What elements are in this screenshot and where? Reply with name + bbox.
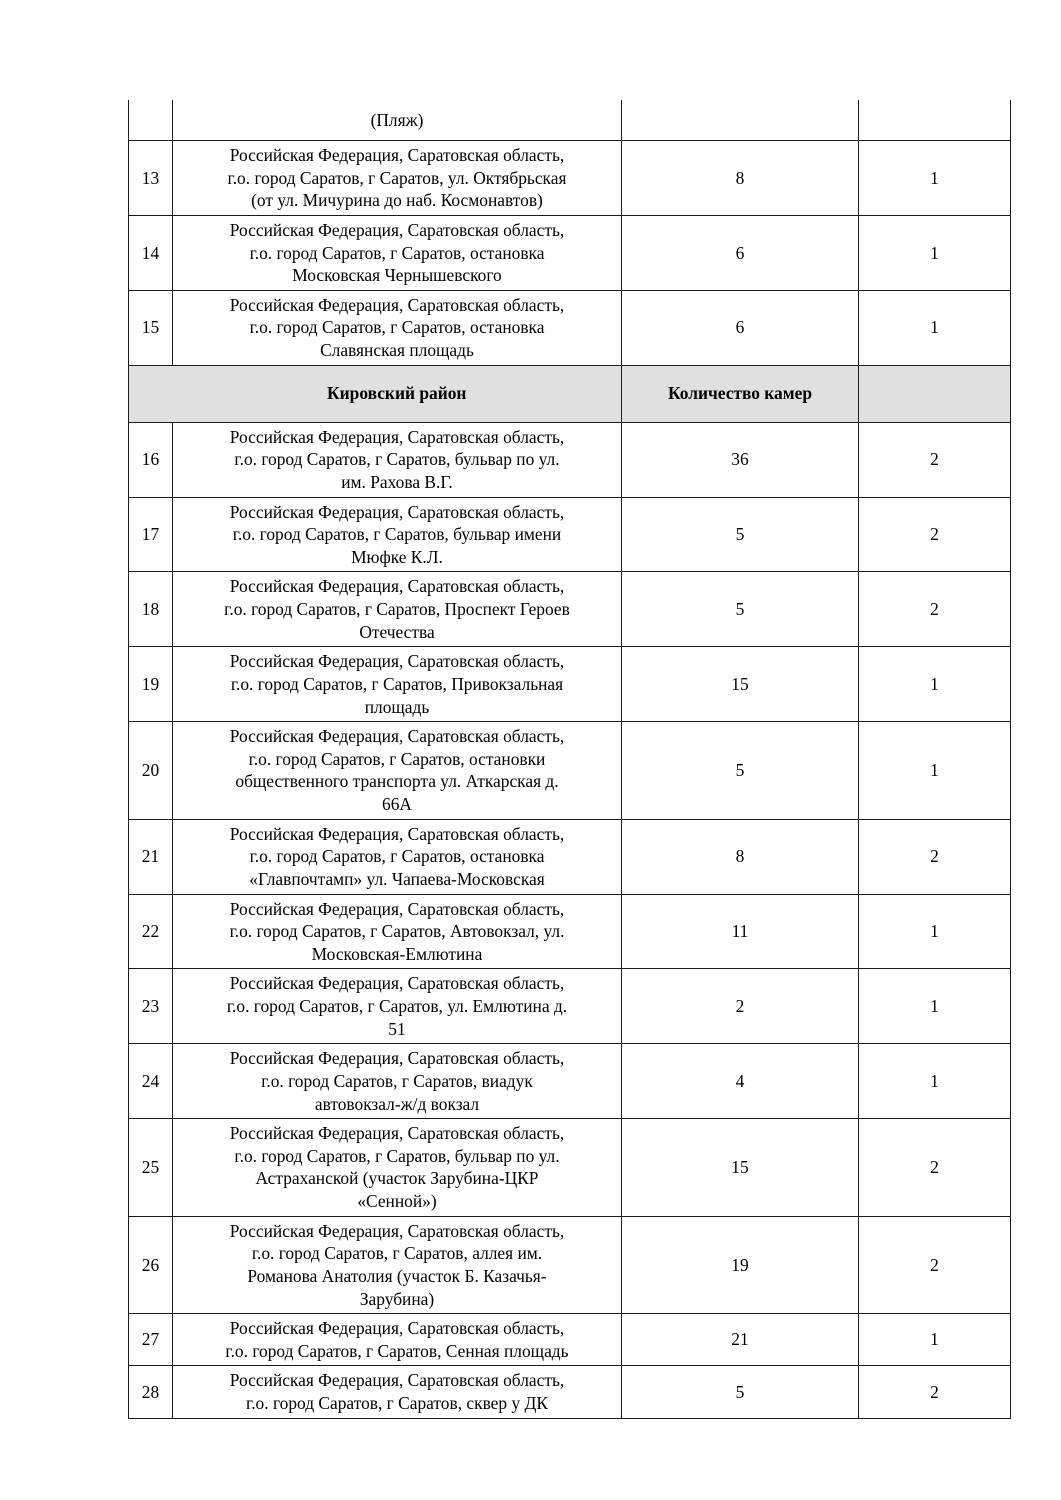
extra-value-cell: 1: [859, 141, 1011, 216]
address-line: Российская Федерация, Саратовская область,: [229, 1220, 565, 1241]
address-line: Российская Федерация, Саратовская область,: [229, 426, 565, 447]
extra-value-cell: 1: [859, 969, 1011, 1044]
extra-value-cell: 1: [859, 1044, 1011, 1119]
address-line: г.о. город Саратов, г Саратов, ул. Емлютина д.: [226, 996, 568, 1016]
address-cell: [173, 647, 622, 722]
address-line: Романова Анатолия (участок Б. Казачья-: [247, 1265, 547, 1286]
camera-count-cell: 5: [622, 497, 859, 572]
address-cell: [173, 290, 622, 365]
section-title-cell: Кировский район: [173, 365, 622, 422]
address-cell: [173, 1119, 622, 1217]
address-line: 66А: [382, 794, 412, 814]
camera-count-cell: 19: [622, 1216, 859, 1314]
address-line: Российская Федерация, Саратовская область,: [229, 898, 565, 919]
table-row-continuation: [129, 100, 1011, 141]
row-number-cell: 20: [129, 722, 173, 820]
table-row: [129, 1366, 1011, 1418]
address-line: Астраханской (участок Зарубина-ЦКР: [255, 1168, 539, 1189]
address-line: «Сенной»): [357, 1191, 437, 1211]
table-body: [129, 100, 1011, 1418]
address-cell: [173, 722, 622, 820]
extra-value-cell: 1: [859, 215, 1011, 290]
extra-value-cell: 1: [859, 722, 1011, 820]
extra-value-cell: 2: [859, 1216, 1011, 1314]
address-cell: [173, 1366, 622, 1418]
address-line: г.о. город Саратов, г Саратов, бульвар по ул.: [234, 1145, 560, 1166]
address-line: им. Рахова В.Г.: [341, 471, 453, 492]
extra-value-cell: 2: [859, 819, 1011, 894]
address-line: г.о. город Саратов, г Саратов, бульвар имени: [232, 524, 562, 545]
camera-count-cell: 2: [622, 969, 859, 1044]
address-cell: [173, 141, 622, 216]
table-row: [129, 819, 1011, 894]
extra-value-cell: 1: [859, 894, 1011, 969]
address-line: г.о. город Саратов, г Саратов, остановка: [249, 317, 545, 338]
table-section-header-row: [129, 365, 1011, 422]
section-spacer-cell: [129, 365, 173, 422]
camera-count-cell: 5: [622, 722, 859, 820]
address-line: Московская-Емлютина: [311, 943, 483, 964]
address-line: г.о. город Саратов, г Саратов, Проспект Героев: [224, 599, 570, 619]
address-line: Российская Федерация, Саратовская область,: [229, 145, 565, 165]
table-row: [129, 497, 1011, 572]
camera-count-cell: 4: [622, 1044, 859, 1119]
address-line: г.о. город Саратов, г Саратов, остановки: [248, 748, 546, 769]
table-row: [129, 1216, 1011, 1314]
address-cell: [173, 100, 622, 141]
address-line: Российская Федерация, Саратовская область,: [229, 219, 565, 240]
address-line: Российская Федерация, Саратовская область,: [229, 651, 565, 672]
table-row: [129, 290, 1011, 365]
table-row: [129, 1044, 1011, 1119]
address-line: Зарубина): [359, 1288, 435, 1309]
address-line: Мюфке К.Л.: [351, 546, 443, 567]
row-number-cell: 14: [129, 215, 173, 290]
camera-count-cell: 36: [622, 422, 859, 497]
row-number-cell: 18: [129, 572, 173, 647]
table-row: [129, 647, 1011, 722]
extra-value-cell: 2: [859, 422, 1011, 497]
row-number-cell: 22: [129, 894, 173, 969]
camera-locations-table-wrapper: [128, 100, 1010, 1419]
camera-count-cell: 11: [622, 894, 859, 969]
address-cell: [173, 572, 622, 647]
extra-value-cell: 2: [859, 1119, 1011, 1217]
address-cell: [173, 1044, 622, 1119]
camera-count-cell: 6: [622, 290, 859, 365]
address-line: Российская Федерация, Саратовская область,: [229, 294, 565, 315]
extra-value-cell: 1: [859, 647, 1011, 722]
table-row: [129, 894, 1011, 969]
address-line: г.о. город Саратов, г Саратов, сквер у ДК: [246, 1393, 548, 1413]
address-line: г.о. город Саратов, г Саратов, остановка: [249, 846, 545, 867]
address-cell: [173, 894, 622, 969]
section-extra-cell: [859, 365, 1011, 422]
address-line: Российская Федерация, Саратовская область,: [229, 1318, 565, 1339]
extra-value-cell: 1: [859, 290, 1011, 365]
camera-locations-table: [128, 100, 1011, 1419]
table-row: [129, 572, 1011, 647]
row-number-cell: 16: [129, 422, 173, 497]
address-cell: [173, 422, 622, 497]
address-cell: [173, 1216, 622, 1314]
table-row: [129, 141, 1011, 216]
address-line: г.о. город Саратов, г Саратов, остановка: [249, 242, 545, 263]
camera-count-cell: 8: [622, 819, 859, 894]
row-number-cell: 17: [129, 497, 173, 572]
extra-value-cell: 2: [859, 572, 1011, 647]
address-line: Российская Федерация, Саратовская область,: [229, 576, 565, 597]
address-line: (Пляж): [370, 109, 424, 130]
extra-value-cell: 2: [859, 1366, 1011, 1418]
address-line: Российская Федерация, Саратовская область,: [229, 1048, 565, 1069]
row-number-cell: 21: [129, 819, 173, 894]
row-number-cell: 23: [129, 969, 173, 1044]
address-line: Славянская площадь: [320, 340, 474, 360]
address-line: площадь: [364, 696, 430, 717]
row-number-cell: 19: [129, 647, 173, 722]
address-line: г.о. город Саратов, г Саратов, Сенная площадь: [225, 1340, 569, 1361]
address-line: Российская Федерация, Саратовская область,: [229, 1123, 565, 1144]
table-row: [129, 722, 1011, 820]
address-cell: [173, 497, 622, 572]
camera-count-cell: 21: [622, 1314, 859, 1366]
address-line: Российская Федерация, Саратовская область,: [229, 501, 565, 522]
row-number-cell: 25: [129, 1119, 173, 1217]
address-line: автовокзал-ж/д вокзал: [314, 1093, 480, 1114]
address-line: «Главпочтамп» ул. Чапаева-Московская: [249, 868, 545, 889]
address-cell: [173, 819, 622, 894]
table-row: [129, 215, 1011, 290]
address-line: г.о. город Саратов, г Саратов, ул. Октябрьская: [227, 167, 567, 188]
extra-value-cell: 2: [859, 497, 1011, 572]
address-line: 51: [388, 1018, 406, 1039]
row-number-cell: 27: [129, 1314, 173, 1366]
address-line: Российская Федерация, Саратовская область,: [229, 823, 565, 844]
address-line: (от ул. Мичурина до наб. Космонавтов): [251, 190, 543, 211]
row-number-cell: 15: [129, 290, 173, 365]
address-line: Российская Федерация, Саратовская область,: [229, 1370, 565, 1391]
extra-value-cell: 1: [859, 1314, 1011, 1366]
address-line: Отечества: [359, 621, 435, 642]
address-line: Московская Чернышевского: [292, 265, 502, 286]
camera-count-cell: 15: [622, 647, 859, 722]
table-row: [129, 1314, 1011, 1366]
address-line: общественного транспорта ул. Аткарская д.: [235, 771, 559, 792]
address-line: г.о. город Саратов, г Саратов, Привокзальная: [230, 673, 564, 694]
address-cell: [173, 215, 622, 290]
address-line: Российская Федерация, Саратовская область,: [229, 726, 565, 747]
camera-count-cell: 15: [622, 1119, 859, 1217]
row-number-cell: 28: [129, 1366, 173, 1418]
address-cell: [173, 969, 622, 1044]
address-line: г.о. город Саратов, г Саратов, виадук: [261, 1070, 533, 1091]
address-line: г.о. город Саратов, г Саратов, Автовокзал, ул.: [229, 921, 565, 942]
camera-count-cell: 6: [622, 215, 859, 290]
camera-count-header-cell: Количество камер: [622, 365, 859, 422]
extra-value-cell: [859, 100, 1011, 141]
table-row: [129, 969, 1011, 1044]
address-cell: [173, 1314, 622, 1366]
row-number-cell: 24: [129, 1044, 173, 1119]
camera-count-cell: 8: [622, 141, 859, 216]
address-line: г.о. город Саратов, г Саратов, бульвар по ул.: [234, 449, 560, 470]
table-row: [129, 1119, 1011, 1217]
row-number-cell: 13: [129, 141, 173, 216]
address-line: г.о. город Саратов, г Саратов, аллея им.: [251, 1243, 543, 1264]
row-number-cell: [129, 100, 173, 141]
row-number-cell: 26: [129, 1216, 173, 1314]
address-line: Российская Федерация, Саратовская область,: [229, 973, 565, 994]
camera-count-cell: [622, 100, 859, 141]
camera-count-cell: 5: [622, 1366, 859, 1418]
camera-count-cell: 5: [622, 572, 859, 647]
table-row: [129, 422, 1011, 497]
